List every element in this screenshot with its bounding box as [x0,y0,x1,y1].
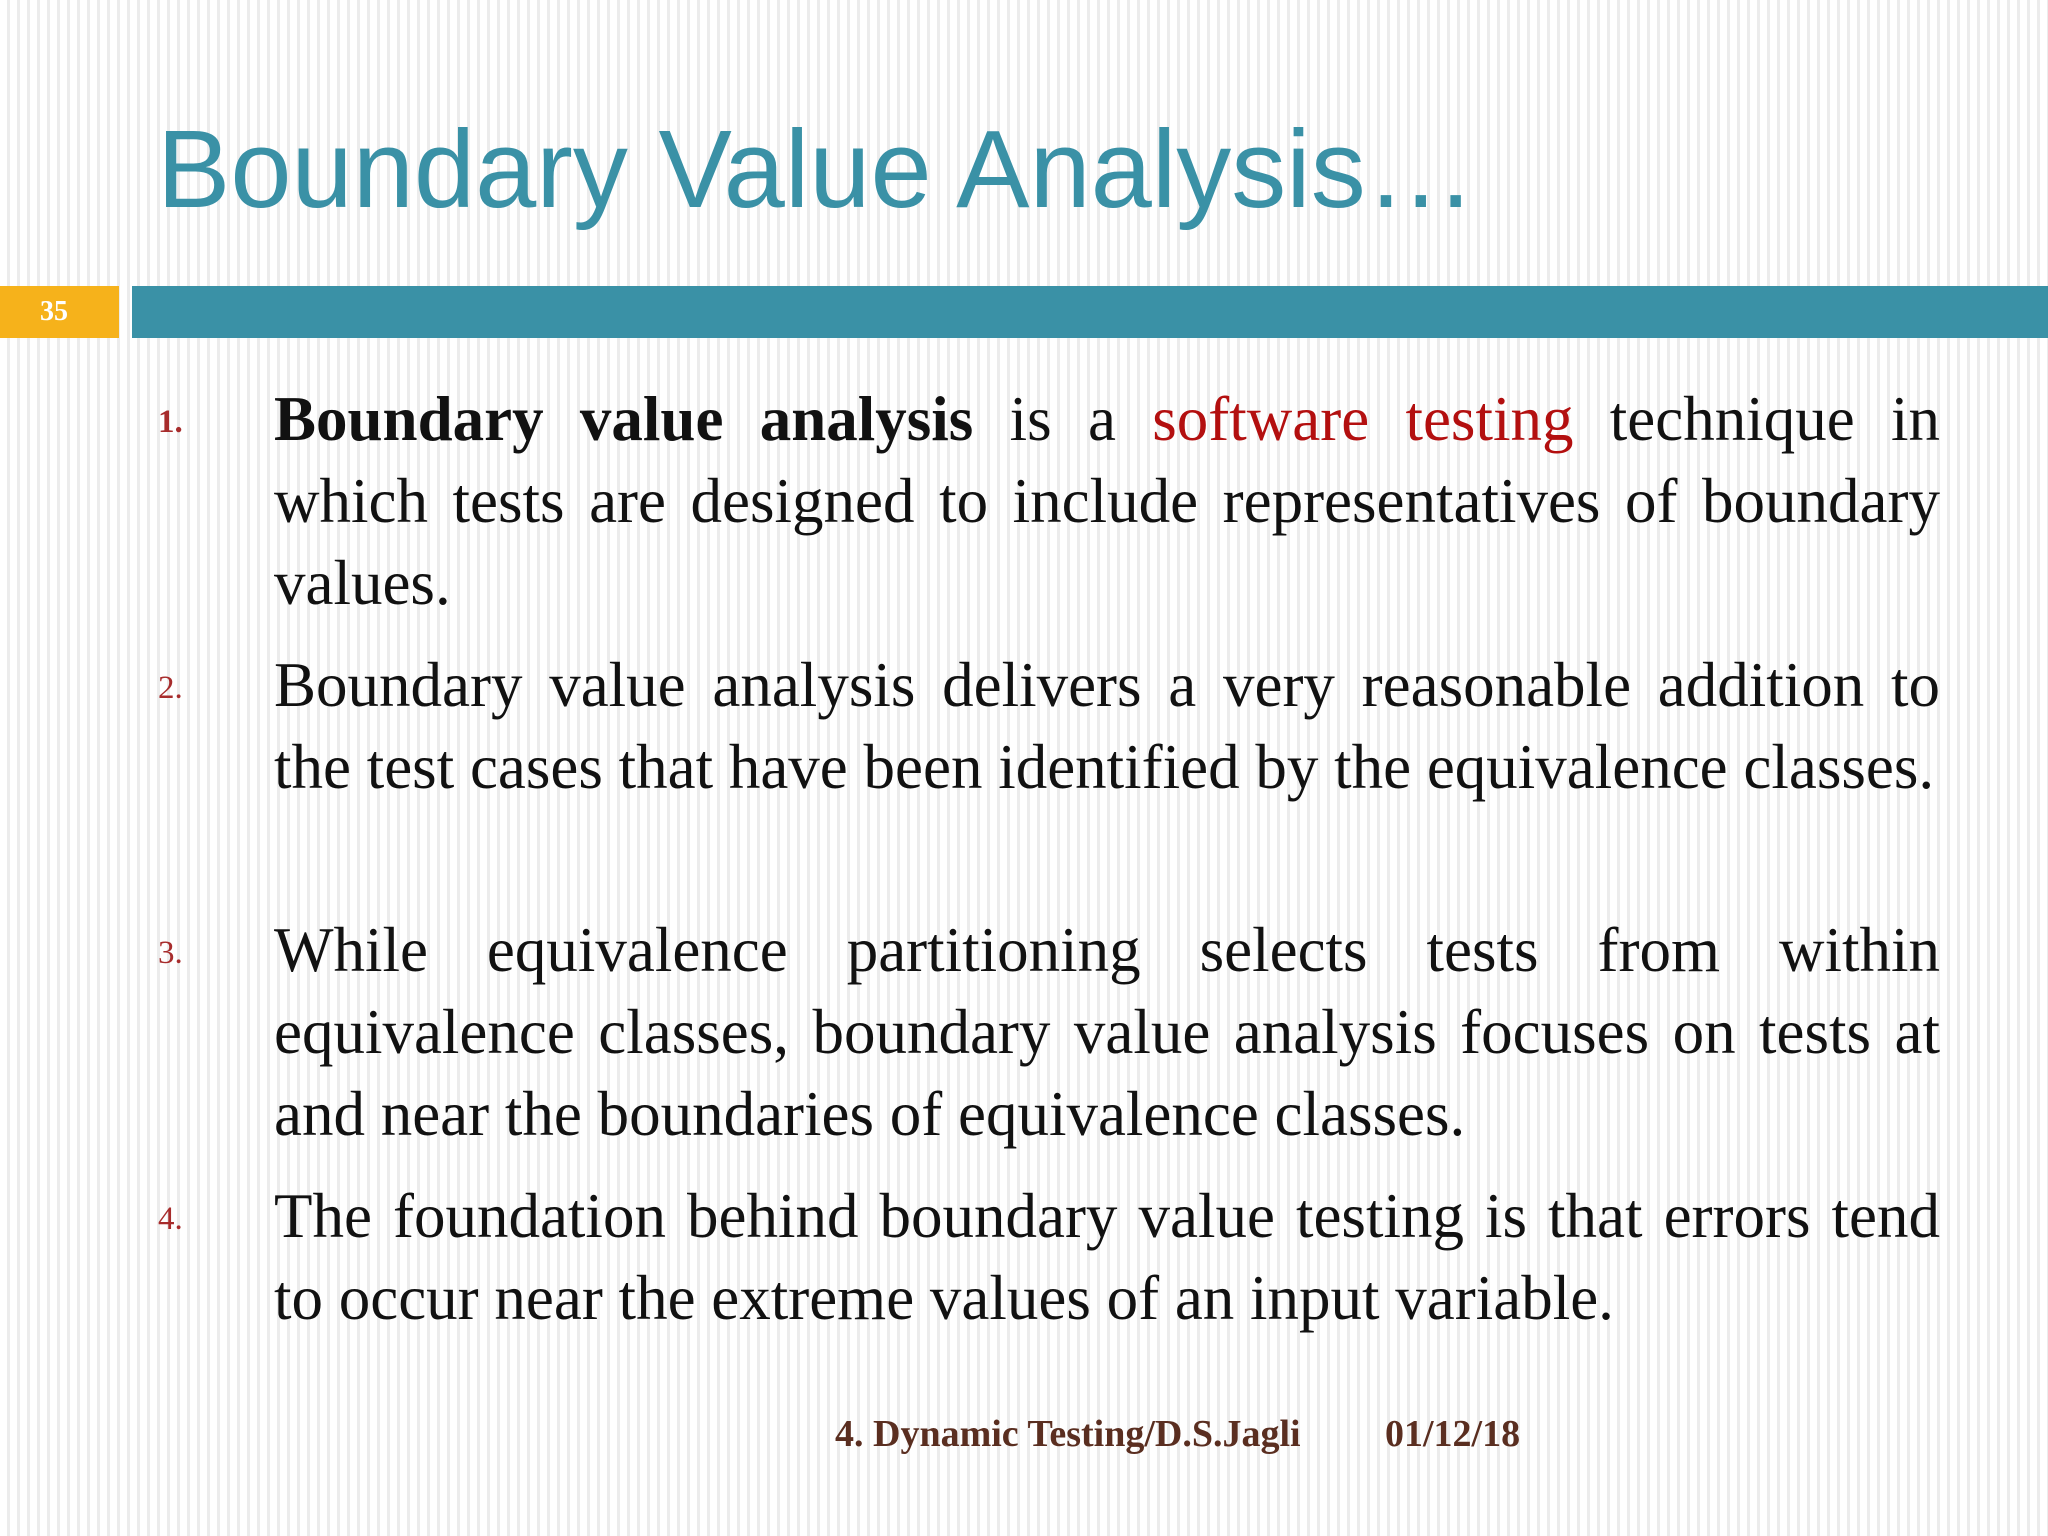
list-item-number: 4. [158,1201,183,1237]
text-segment: is a [973,384,1153,454]
slide-number-badge: 35 [0,286,119,338]
list-item-text: The foundation behind boundary value testing is that errors tend to occur near the extreme values of an input variable. [274,1181,1940,1333]
slide-title: Boundary Value Analysis… [157,108,1476,231]
text-segment: technique in which tests are designed to include representatives of boundary values. [274,384,1940,618]
list-item-text [274,378,1940,624]
footer-date: 01/12/18 [1385,1413,1521,1455]
list-item-number: 3. [158,935,183,971]
highlighted-term: software testing [1152,384,1574,454]
bold-term: Boundary value analysis [274,384,974,454]
list-item-number: 2. [158,670,183,706]
title-divider-bar [132,286,2048,338]
list-item-number: 1. [158,404,183,440]
list-item-text: Boundary value analysis delivers a very reasonable addition to the test cases that have been identified by the equivalence classes. [274,650,1940,802]
footer-course-label: 4. Dynamic Testing/D.S.Jagli [835,1413,1301,1455]
list-item-text: While equivalence partitioning selects tests from within equivalence classes, boundary value analysis focuses on tests at and near the boundaries of equivalence classes. [274,915,1940,1149]
